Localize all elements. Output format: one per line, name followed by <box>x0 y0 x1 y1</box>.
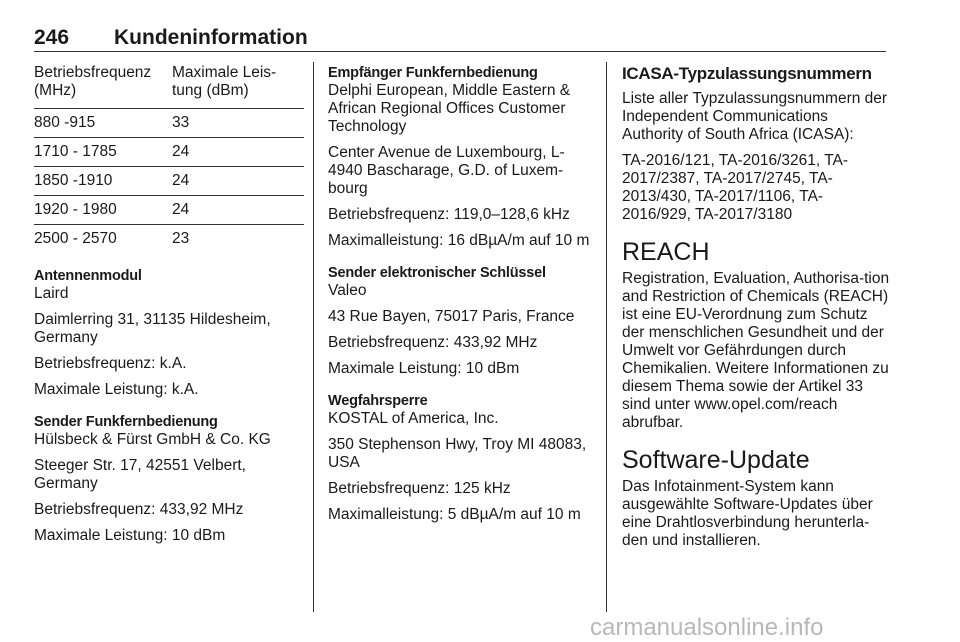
paragraph: Betriebsfrequenz: 433,92 MHz <box>328 334 538 351</box>
table-header-row <box>34 64 304 109</box>
paragraph: Betriebsfrequenz: k.A. <box>34 355 187 372</box>
section-title: Sender Funkfernbedienung <box>34 414 218 430</box>
paragraph: Liste aller Typzulassungsnummern der Independent Communications Authority of South Africa (ICASA): <box>622 90 888 143</box>
paragraph: Maximale Leistung: 10 dBm <box>34 527 226 544</box>
column-middle <box>328 64 592 532</box>
paragraph: Registration, Evaluation, Authorisa-tion and Restriction of Chemicals (REACH) ist eine EU-Verordnung zum Schutz der menschlichen Gesundheit und der Umwelt vor Gefährdungen durch Chemikalien. Weitere Informationen zu diesem Thema sowie der Artikel 33 sind unter www.opel.com/reach abrufbar. <box>622 270 890 431</box>
table-cell: 24 <box>172 138 304 167</box>
paragraph: Delphi European, Middle Eastern & African Regional Offices Customer Technology <box>328 82 571 135</box>
section-heading: REACH <box>622 238 710 266</box>
table-cell: 23 <box>172 225 304 254</box>
paragraph: Betriebsfrequenz: 125 kHz <box>328 480 511 497</box>
table-row <box>34 225 304 254</box>
column-left <box>34 64 304 553</box>
paragraph: 350 Stephenson Hwy, Troy MI 48083, USA <box>328 436 587 471</box>
paragraph: Hülsbeck & Fürst GmbH & Co. KG <box>34 431 271 448</box>
table-header-cell: Maximale Leis-tung (dBm) <box>172 64 277 99</box>
section-title: Empfänger Funkfernbedienung <box>328 65 538 81</box>
header-rule <box>34 51 886 52</box>
paragraph: Das Infotainment-System kann ausgewählte Software-Updates über eine Drahtlosverbindung herunterla-den und installieren. <box>622 478 873 549</box>
paragraph: Steeger Str. 17, 42551 Velbert, Germany <box>34 457 246 492</box>
section-title: Antennenmodul <box>34 268 142 284</box>
paragraph: Daimlerring 31, 31135 Hildesheim, Germany <box>34 311 271 346</box>
table-cell: 1710 - 1785 <box>34 138 172 167</box>
paragraph: Maximale Leistung: 10 dBm <box>328 360 520 377</box>
table-cell: 1850 -1910 <box>34 167 172 196</box>
watermark: carmanualsonline.info <box>590 614 824 641</box>
paragraph: TA-2016/121, TA-2016/3261, TA-2017/2387, TA-2017/2745, TA-2013/430, TA-2017/1106, TA-2016/929, TA-2017/3180 <box>622 152 849 223</box>
page-title: Kundeninformation <box>114 26 308 49</box>
frequency-table <box>34 64 304 253</box>
page-number: 246 <box>34 26 70 49</box>
table-header-cell: Betriebsfrequenz (MHz) <box>34 64 152 99</box>
paragraph: Maximalleistung: 16 dBµA/m auf 10 m <box>328 232 590 249</box>
paragraph: Maximale Leistung: k.A. <box>34 381 199 398</box>
section-heading: ICASA-Typzulassungsnummern <box>622 64 872 83</box>
column-right <box>622 64 890 558</box>
paragraph: Center Avenue de Luxembourg, L-4940 Bascharage, G.D. of Luxem-bourg <box>328 144 565 197</box>
paragraph: Betriebsfrequenz: 119,0–128,6 kHz <box>328 206 570 223</box>
table-row <box>34 196 304 225</box>
table-cell: 24 <box>172 196 304 225</box>
table-cell: 880 -915 <box>34 109 172 138</box>
paragraph: Valeo <box>328 282 367 299</box>
paragraph: Betriebsfrequenz: 433,92 MHz <box>34 501 244 518</box>
table-row <box>34 167 304 196</box>
page-header <box>34 26 886 52</box>
table-cell: 24 <box>172 167 304 196</box>
section-title: Wegfahrsperre <box>328 393 428 409</box>
paragraph: Laird <box>34 285 69 302</box>
paragraph: KOSTAL of America, Inc. <box>328 410 499 427</box>
column-divider <box>313 62 314 612</box>
table-row <box>34 138 304 167</box>
table-cell: 33 <box>172 109 304 138</box>
table-row <box>34 109 304 138</box>
paragraph: Maximalleistung: 5 dBµA/m auf 10 m <box>328 506 581 523</box>
section-title: Sender elektronischer Schlüssel <box>328 265 546 281</box>
table-cell: 1920 - 1980 <box>34 196 172 225</box>
column-divider <box>606 62 607 612</box>
section-heading: Software-Update <box>622 446 810 474</box>
table-cell: 2500 - 2570 <box>34 225 172 254</box>
paragraph: 43 Rue Bayen, 75017 Paris, France <box>328 308 575 325</box>
